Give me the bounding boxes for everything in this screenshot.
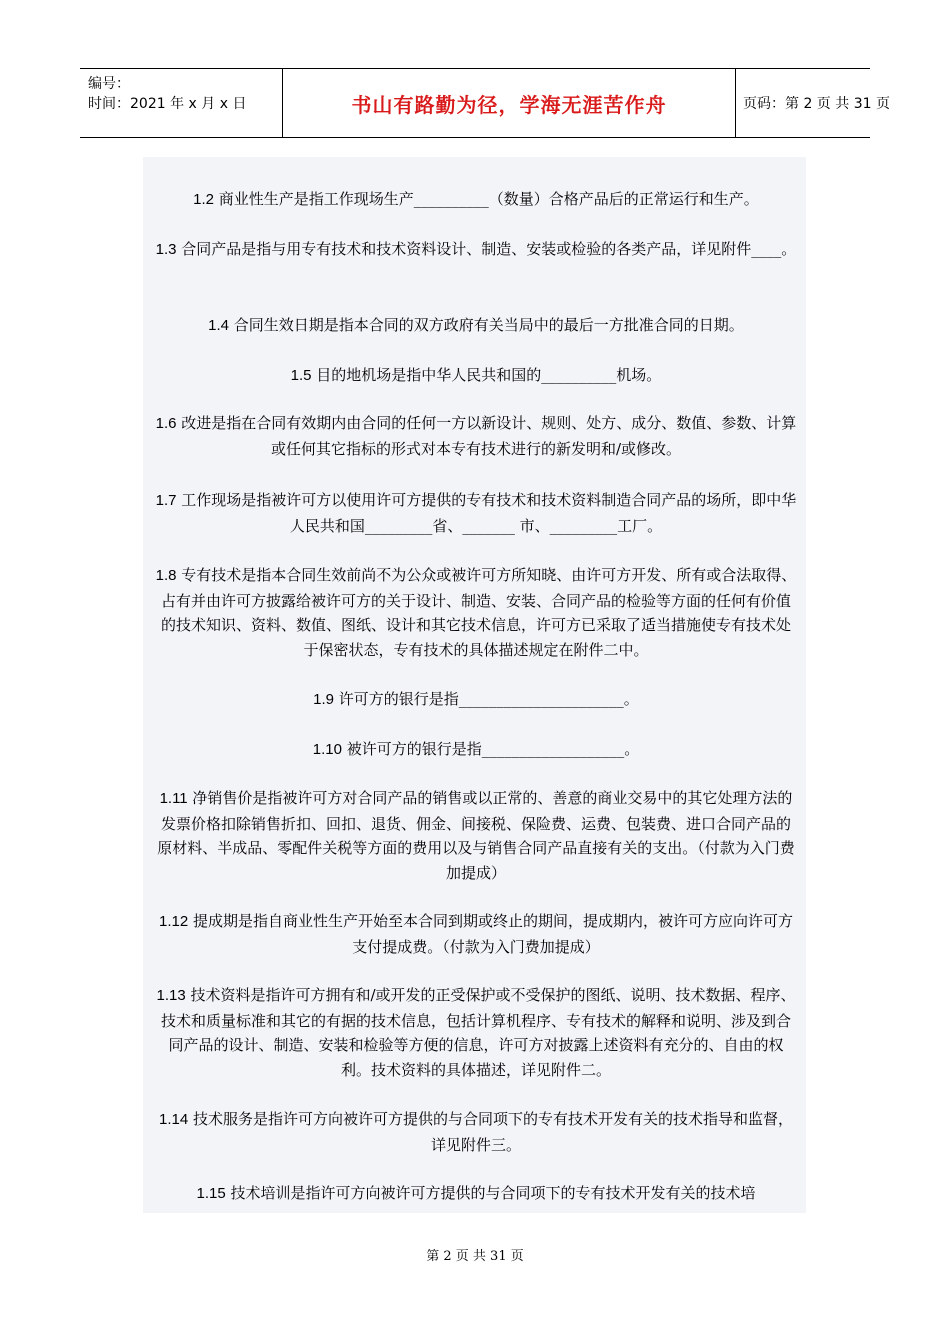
- page-info: 页码：第 2 页 共 31 页: [743, 96, 890, 112]
- clause-1-15: 1.15 技术培训是指许可方向被许可方提供的与合同项下的专有技术开发有关的技术培: [196, 1184, 756, 1202]
- clause-1-14: 1.14 技术服务是指许可方向被许可方提供的与合同项下的专有技术开发有关的技术指导和监督，详见附件三。: [159, 1110, 793, 1154]
- clause-1-8: 1.8 专有技术是指本合同生效前尚不为公众或被许可方所知晓、由许可方开发、所有或合法取得、占有并由许可方披露给被许可方的关于设计、制造、安装、合同产品的检验等方面的任何有价值的技术知识、资料、数值、图纸、设计和其它技术信息，许可方已采取了适当措施使专有技术处于保密状态，专有技术的具体描述规定在附件二中。: [155, 566, 797, 659]
- clause-1-2: 1.2 商业性生产是指工作现场生产__________（数量）合格产品后的正常运行和生产。: [193, 190, 759, 208]
- clause-1-10: 1.10 被许可方的银行是指___________________。: [312, 740, 640, 758]
- time-label: 时间：2021 年 x 月 x 日: [88, 96, 247, 112]
- clause-1-11: 1.11 净销售价是指被许可方对合同产品的销售或以正常的、善意的商业交易中的其它处理方法的发票价格扣除销售折扣、回扣、退货、佣金、间接税、保险费、运费、包装费、进口合同产品的原材料、半成品、零配件关税等方面的费用以及与销售合同产品直接有关的支出。（付款为入门费加提成）: [157, 789, 795, 882]
- motto: 书山有路勤为径，学海无涯苦作舟: [351, 92, 667, 117]
- clause-1-4: 1.4 合同生效日期是指本合同的双方政府有关当局中的最后一方批准合同的日期。: [208, 316, 744, 334]
- code-label: 编号：: [88, 76, 130, 92]
- clause-1-7: 1.7 工作现场是指被许可方以使用许可方提供的专有技术和技术资料制造合同产品的场所，即中华人民共和国_________省、_______ 市、_________工厂。: [155, 491, 797, 535]
- clause-1-13: 1.13 技术资料是指许可方拥有和/或开发的正受保护或不受保护的图纸、说明、技术数据、程序、技术和质量标准和其它的有据的技术信息，包括计算机程序、专有技术的解释和说明、涉及到合同产品的设计、制造、安装和检验等方便的信息，许可方对披露上述资料有充分的、自由的权利。技术资料的具体描述，详见附件二。: [156, 986, 796, 1079]
- page-footer: 第 2 页 共 31 页: [426, 1249, 524, 1264]
- clause-1-3: 1.3 合同产品是指与用专有技术和技术资料设计、制造、安装或检验的各类产品，详见附件____。: [155, 240, 797, 258]
- document-body: [143, 157, 806, 1213]
- header-motto-cell: [282, 69, 736, 137]
- header-page-cell: [735, 69, 890, 137]
- clause-1-12: 1.12 提成期是指自商业性生产开始至本合同到期或终止的期间，提成期内，被许可方应向许可方支付提成费。（付款为入门费加提成）: [159, 912, 793, 956]
- document-header: [80, 68, 890, 138]
- clause-1-6: 1.6 改进是指在合同有效期内由合同的任何一方以新设计、规则、处方、成分、数值、参数、计算或任何其它指标的形式对本专有技术进行的新发明和/或修改。: [155, 414, 797, 458]
- clause-1-5: 1.5 目的地机场是指中华人民共和国的__________机场。: [290, 366, 662, 384]
- header-meta: [80, 69, 282, 137]
- clause-1-9: 1.9 许可方的银行是指______________________。: [313, 690, 639, 708]
